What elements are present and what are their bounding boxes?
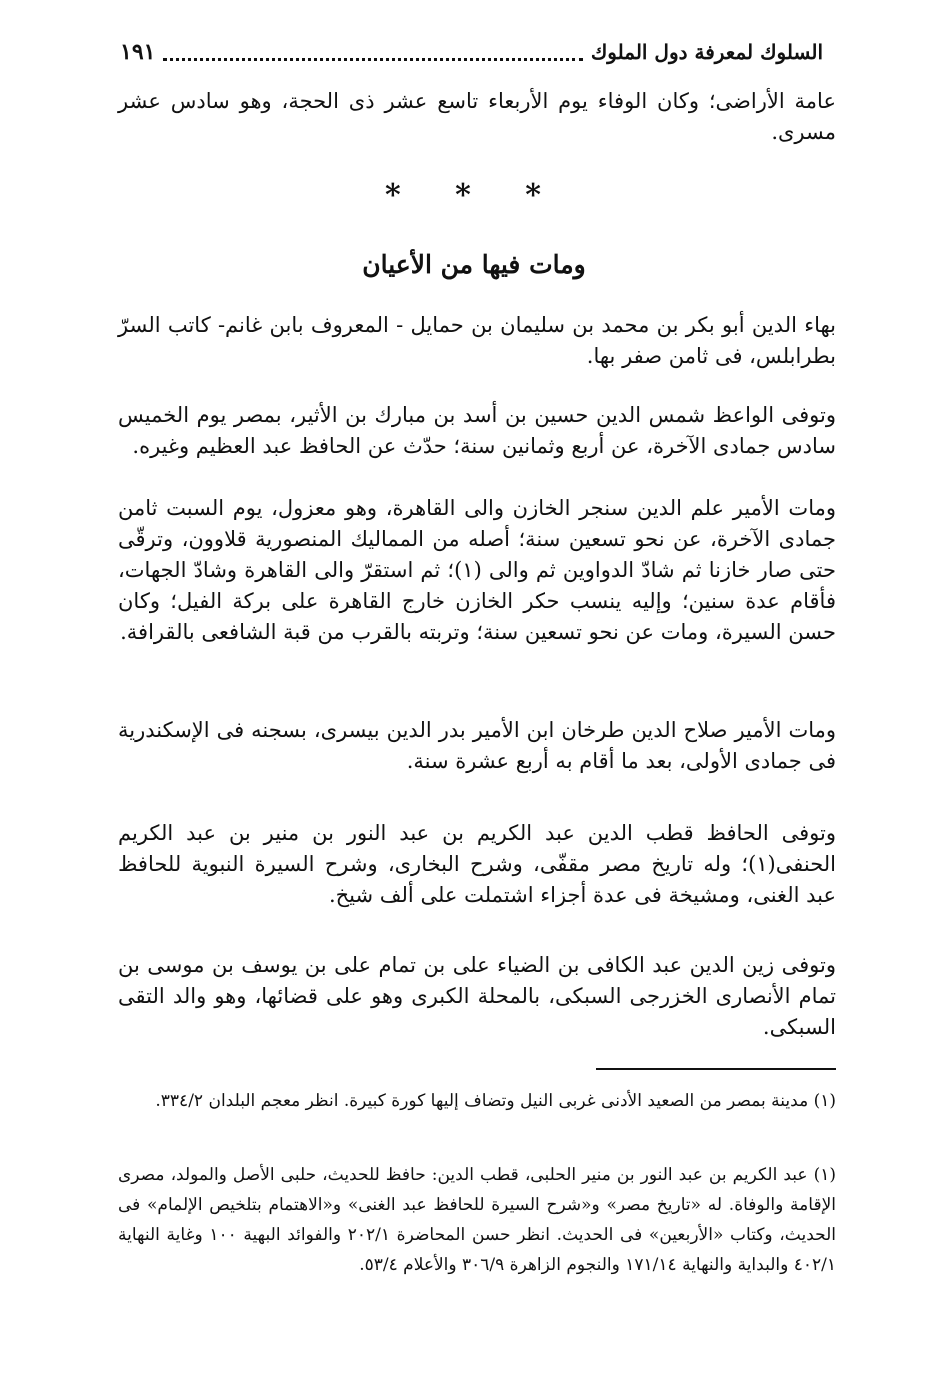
page-number: ١٩١ (120, 39, 156, 65)
footnote-text: (١) عبد الكريم بن عبد النور بن منير الحلبى، قطب الدين: حافظ للحديث، حلبى الأصل والمولد، مصرى الإقامة والوفاة. له «تاريخ مصر» و«شرح السيرة للحافظ عبد الغنى» و«الاهتمام بتلخيص الإلمام» فى الحديث، وكتاب «الأربعين» فى الحديث. انظر حسن المحاضرة ٢٠٢/١ والفوائد البهية ١٠٠ وغاية النهاية ٤٠٢/١ والبداية والنهاية ١٧١/١٤ والنجوم الزاهرة ٣٠٦/٩ والأعلام ٥٣/٤. (118, 1165, 837, 1275)
running-header (120, 30, 823, 74)
paragraph-text: وتوفى الحافظ قطب الدين عبد الكريم بن عبد النور بن منير بن عبد الكريم الحنفى(١)؛ وله تاريخ مصر مقفّى، وشرح البخارى، وشرح السيرة النبوية للحافظ عبد الغنى، ومشيخة فى عدة أجزاء اشتملت على ألف شيخ. (118, 821, 836, 907)
paragraph-text: وتوفى زين الدين عبد الكافى بن الضياء على بن تمام على بن يوسف بن موسى بن تمام الأنصارى الخزرجى السبكى، بالمحلة الكبرى وهو على قضائها، وهو والد التقى السبكى. (118, 953, 836, 1039)
intro-paragraph (118, 86, 836, 148)
paragraph-1 (118, 310, 836, 372)
footnote-rule (596, 1068, 836, 1070)
paragraph-5 (118, 818, 836, 911)
paragraph-6 (118, 950, 836, 1043)
footnote-2 (118, 1160, 836, 1280)
paragraph-text: ومات الأمير صلاح الدين طرخان ابن الأمير بدر الدين بيسرى، بسجنه فى الإسكندرية فى جمادى الأولى، بعد ما أقام به أربع عشرة سنة. (118, 718, 836, 773)
section-heading: ومات فيها من الأعيان (362, 250, 586, 279)
header-dot-leader (163, 44, 582, 61)
book-title: السلوك لمعرفة دول الملوك (590, 40, 823, 64)
section-separator: * * * (385, 178, 563, 213)
footnote-1 (118, 1086, 836, 1116)
intro-text: عامة الأراضى؛ وكان الوفاء يوم الأربعاء تاسع عشر ذى الحجة، وهو سادس عشر مسرى. (118, 89, 836, 144)
paragraph-4 (118, 715, 836, 777)
paragraph-3 (118, 493, 836, 648)
paragraph-text: بهاء الدين أبو بكر بن محمد بن سليمان بن حمايل - المعروف بابن غانم- كاتب السرّ بطرابلس، فى ثامن صفر بها. (118, 313, 836, 368)
paragraph-text: ومات الأمير علم الدين سنجر الخازن والى القاهرة، وهو معزول، يوم السبت ثامن جمادى الآخرة، عن نحو تسعين سنة؛ أصله من المماليك المنصورية قلاوون، وترقّى حتى صار خازنا ثم شادّ الدواوين ثم والى (١)؛ ثم استقرّ والى القاهرة وشادّ الجهات، فأقام عدة سنين؛ وإليه ينسب حكر الخازن خارج القاهرة على بركة الفيل؛ وكان حسن السيرة، ومات عن نحو تسعين سنة؛ وتربته بالقرب من قبة الشافعى بالقرافة. (118, 496, 836, 644)
footnote-text: (١) مدينة بمصر من الصعيد الأدنى غربى النيل وتضاف إليها كورة كبيرة. انظر معجم البلدان ٣٣٤/٢. (155, 1091, 836, 1111)
paragraph-2 (118, 400, 836, 462)
paragraph-text: وتوفى الواعظ شمس الدين حسين بن أسد بن مبارك بن الأثير، بمصر يوم الخميس سادس جمادى الآخرة، عن أربع وثمانين سنة؛ حدّث عن الحافظ عبد العظيم وغيره. (118, 403, 836, 458)
